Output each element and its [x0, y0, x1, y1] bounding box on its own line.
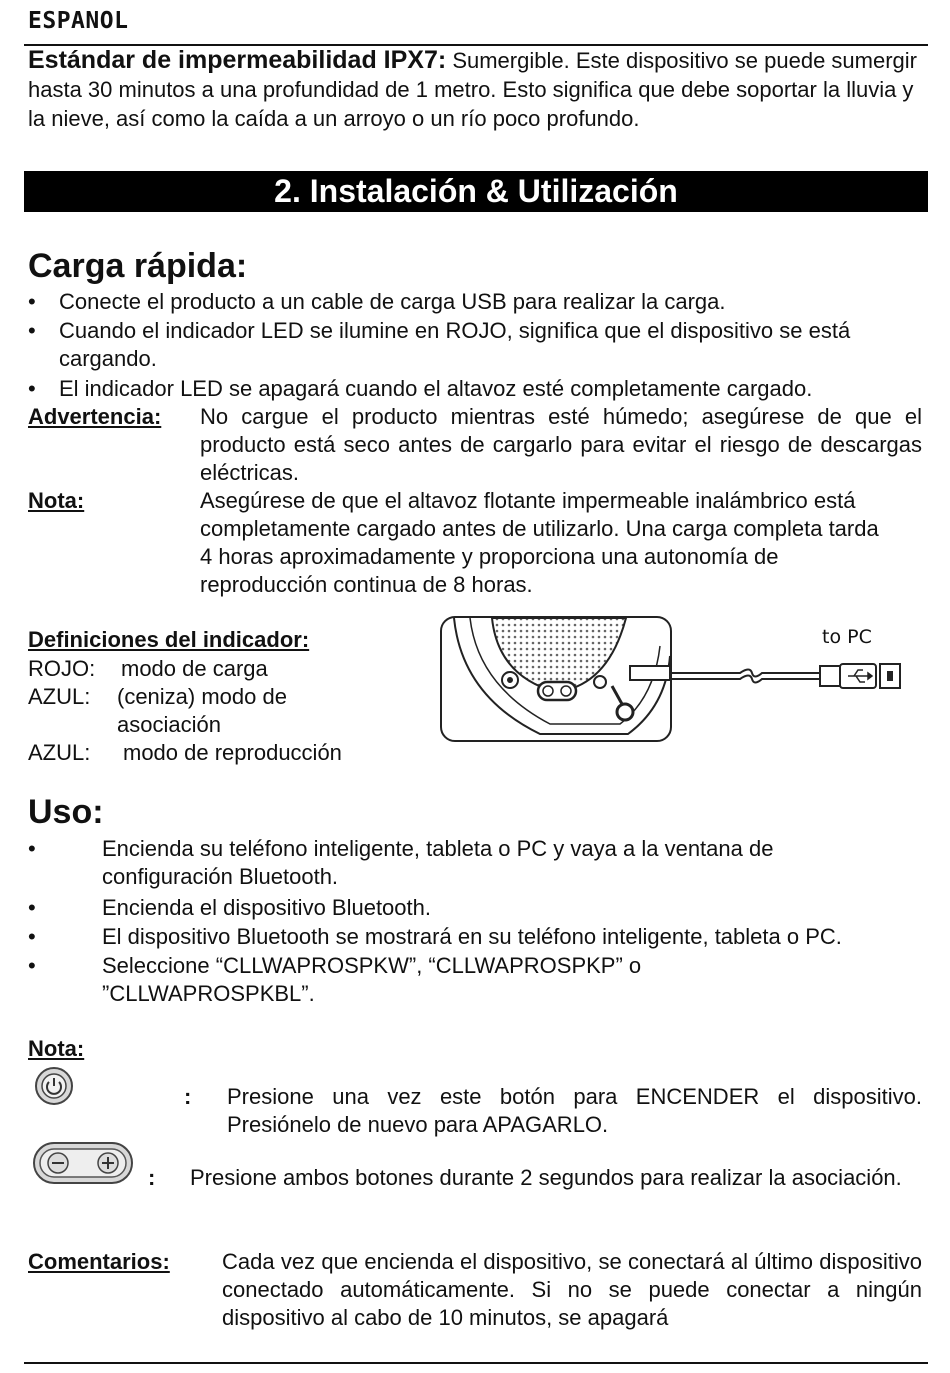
section-title-bar: 2. Instalación & Utilización: [24, 171, 928, 212]
warning-text: No cargue el producto mientras esté húmedo; asegúrese de que el producto está seco antes de cargarlo para evitar el riesgo de descargas eléctricas.: [200, 404, 922, 485]
language-header: ESPANOL: [28, 8, 129, 34]
carga-bullet-3: El indicador LED se apagará cuando el altavoz esté completamente cargado.: [59, 376, 813, 401]
pair-buttons-icon: [32, 1141, 134, 1190]
carga-bullet-1: Conecte el producto a un cable de carga USB para realizar la carga.: [59, 289, 726, 314]
carga-heading: Carga rápida:: [28, 247, 248, 285]
indicator-desc-red: modo de carga: [121, 656, 268, 681]
carga-bullet-2: Cuando el indicador LED se ilumine en ROJO, significa que el dispositivo se está cargando.: [59, 318, 851, 371]
indicator-desc-blue-1: (ceniza) modo de asociación: [117, 684, 287, 737]
footer-rule: [24, 1362, 928, 1364]
charge-note-text: Asegúrese de que el altavoz flotante impermeable inalámbrico está completamente cargado antes de utilizarlo. Una carga completa tarda 4 horas aproximadamente y proporciona una autonomía de reproducción continua de 8 horas.: [200, 488, 879, 597]
to-pc-label: to PC: [822, 626, 872, 648]
power-button-icon: [34, 1066, 74, 1111]
pair-text: Presione ambos botones durante 2 segundos para realizar la asociación.: [190, 1165, 902, 1190]
uso-bullet-2: Encienda el dispositivo Bluetooth.: [102, 895, 431, 920]
bullet-dot: •: [28, 836, 36, 861]
bullet-dot: •: [28, 953, 36, 978]
indicator-desc-blue-2: modo de reproducción: [123, 740, 342, 765]
usb-charging-figure: [440, 616, 924, 744]
bullet-dot: •: [28, 318, 36, 343]
indicator-heading: Definiciones del indicador:: [28, 627, 310, 652]
uso-bullet-1: Encienda su teléfono inteligente, tableta o PC y vaya a la ventana de configuración Bluetooth.: [102, 836, 774, 889]
charge-note-label: Nota:: [28, 488, 85, 513]
uso-heading: Uso:: [28, 793, 104, 831]
bullet-dot: •: [28, 289, 36, 314]
bullet-dot: •: [28, 924, 36, 949]
ipx-text: Sumergible. Este dispositivo se puede sumergir hasta 30 minutos a una profundidad de 1 metro. Esto significa que debe soportar la lluvia y la nieve, así como la caída a un arroyo o un río poco profundo.: [28, 48, 917, 131]
ipx-paragraph: [28, 46, 918, 133]
bullet-dot: •: [28, 895, 36, 920]
uso-bullet-4: Seleccione “CLLWAPROSPKW”, “CLLWAPROSPKP” o ”CLLWAPROSPKBL”.: [102, 953, 642, 1006]
uso-note-label: Nota:: [28, 1036, 85, 1061]
comments-text: Cada vez que encienda el dispositivo, se conectará al último dispositivo conectado automáticamente. Si no se puede conectar a ningún dispositivo al cabo de 10 minutos, se apagará: [222, 1249, 922, 1330]
power-text: Presione una vez este botón para ENCENDER el dispositivo. Presiónelo de nuevo para APAGARLO.: [227, 1084, 922, 1137]
power-colon: :: [184, 1084, 192, 1109]
pair-colon: :: [148, 1165, 156, 1190]
warning-label: Advertencia:: [28, 404, 162, 429]
uso-bullet-3: El dispositivo Bluetooth se mostrará en su teléfono inteligente, tableta o PC.: [102, 924, 842, 949]
indicator-color-blue-2: AZUL:: [28, 740, 91, 765]
comments-label: Comentarios:: [28, 1249, 170, 1274]
indicator-color-blue-1: AZUL:: [28, 684, 91, 709]
indicator-color-red: ROJO:: [28, 656, 96, 681]
ipx-title: Estándar de impermeabilidad IPX7:: [28, 46, 447, 74]
bullet-dot: •: [28, 376, 36, 401]
